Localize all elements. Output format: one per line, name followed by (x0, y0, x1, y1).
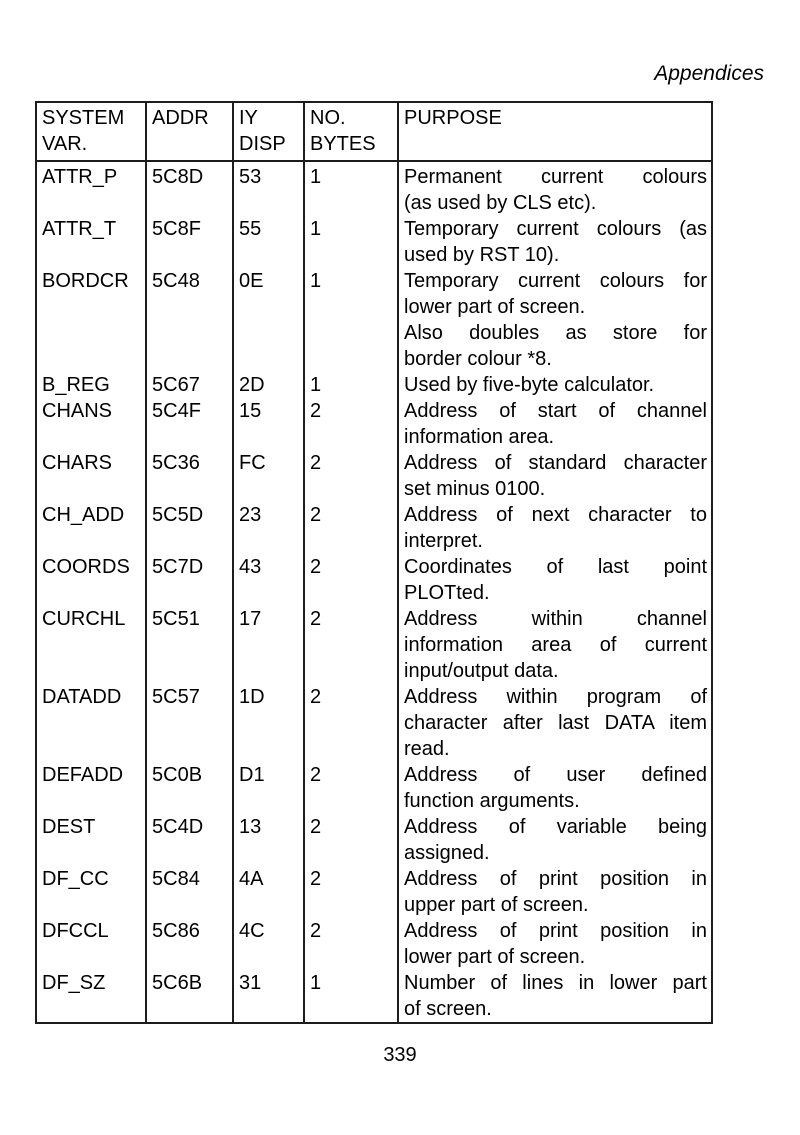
cell-no-bytes: 2 (304, 398, 398, 450)
cell-system-var: BORDCR (36, 268, 146, 372)
cell-purpose (398, 502, 712, 554)
purpose-paragraph (404, 502, 707, 554)
purpose-line: set minus 0100. (404, 478, 546, 500)
cell-iy-disp: 53 (233, 161, 304, 216)
table-row (36, 216, 712, 268)
cell-addr: 5C51 (146, 606, 233, 684)
purpose-line: function arguments. (404, 790, 580, 812)
cell-system-var: DF_CC (36, 866, 146, 918)
table-row (36, 372, 712, 398)
cell-no-bytes: 2 (304, 762, 398, 814)
cell-purpose (398, 398, 712, 450)
purpose-paragraph (404, 450, 707, 502)
cell-iy-disp: 13 (233, 814, 304, 866)
cell-system-var: ATTR_P (36, 161, 146, 216)
cell-no-bytes: 2 (304, 866, 398, 918)
purpose-paragraph (404, 684, 707, 762)
cell-iy-disp: 4A (233, 866, 304, 918)
header-line: BYTES (310, 133, 376, 155)
cell-purpose (398, 814, 712, 866)
cell-no-bytes: 2 (304, 502, 398, 554)
purpose-line: lower part of screen. (404, 946, 586, 968)
cell-iy-disp: 0E (233, 268, 304, 372)
cell-iy-disp: 43 (233, 554, 304, 606)
cell-system-var: COORDS (36, 554, 146, 606)
header-row (36, 102, 712, 161)
cell-addr: 5C48 (146, 268, 233, 372)
purpose-paragraph (404, 918, 707, 970)
purpose-line: border colour *8. (404, 348, 552, 370)
purpose-line: Number of lines in lower part (404, 972, 707, 994)
purpose-paragraph (404, 372, 707, 398)
cell-addr: 5C86 (146, 918, 233, 970)
purpose-line: character after last DATA item (404, 712, 707, 734)
cell-system-var: DEST (36, 814, 146, 866)
purpose-line: upper part of screen. (404, 894, 589, 916)
purpose-line: Coordinates of last point (404, 556, 707, 578)
col-header-purpose (398, 102, 712, 161)
purpose-paragraph (404, 216, 707, 268)
col-header-iy-disp (233, 102, 304, 161)
purpose-line: information area. (404, 426, 555, 448)
purpose-line: Address of start of channel (404, 400, 707, 422)
cell-purpose (398, 866, 712, 918)
header-line: ADDR (152, 107, 209, 129)
cell-purpose (398, 918, 712, 970)
cell-purpose (398, 268, 712, 372)
cell-no-bytes: 2 (304, 814, 398, 866)
purpose-paragraph (404, 398, 707, 450)
purpose-line: Temporary current colours (as (404, 218, 707, 240)
cell-addr: 5C57 (146, 684, 233, 762)
table-row (36, 684, 712, 762)
cell-iy-disp: 15 (233, 398, 304, 450)
purpose-line: used by RST 10). (404, 244, 560, 266)
cell-system-var: ATTR_T (36, 216, 146, 268)
cell-iy-disp: 1D (233, 684, 304, 762)
purpose-line: assigned. (404, 842, 490, 864)
cell-iy-disp: D1 (233, 762, 304, 814)
table-row (36, 918, 712, 970)
cell-purpose (398, 216, 712, 268)
cell-addr: 5C4D (146, 814, 233, 866)
purpose-line: Address within program of (404, 686, 707, 708)
cell-system-var: DATADD (36, 684, 146, 762)
purpose-paragraph (404, 814, 707, 866)
purpose-paragraph (404, 762, 707, 814)
page-number: 339 (383, 1044, 417, 1066)
cell-no-bytes: 2 (304, 606, 398, 684)
purpose-paragraph (404, 606, 707, 684)
purpose-line: of screen. (404, 998, 492, 1020)
table-row (36, 866, 712, 918)
purpose-line: Temporary current colours for (404, 270, 707, 292)
col-header-no-bytes (304, 102, 398, 161)
purpose-line: Address within channel (404, 608, 707, 630)
purpose-line: information area of current (404, 634, 707, 656)
purpose-line: interpret. (404, 530, 483, 552)
purpose-line: PLOTted. (404, 582, 490, 604)
cell-purpose (398, 606, 712, 684)
table-row (36, 161, 712, 216)
purpose-line: Address of variable being (404, 816, 707, 838)
cell-purpose (398, 970, 712, 1023)
cell-addr: 5C67 (146, 372, 233, 398)
cell-system-var: DFCCL (36, 918, 146, 970)
cell-purpose (398, 161, 712, 216)
cell-purpose (398, 762, 712, 814)
cell-system-var: CURCHL (36, 606, 146, 684)
cell-system-var: DF_SZ (36, 970, 146, 1023)
purpose-line: read. (404, 738, 450, 760)
cell-no-bytes: 2 (304, 918, 398, 970)
cell-addr: 5C8F (146, 216, 233, 268)
purpose-line: Permanent current colours (404, 166, 707, 188)
cell-iy-disp: 55 (233, 216, 304, 268)
purpose-paragraph (404, 970, 707, 1022)
col-header-addr (146, 102, 233, 161)
cell-addr: 5C0B (146, 762, 233, 814)
cell-no-bytes: 2 (304, 554, 398, 606)
system-variables-table (35, 101, 713, 1024)
purpose-paragraph (404, 554, 707, 606)
purpose-paragraph (404, 164, 707, 216)
cell-iy-disp: 4C (233, 918, 304, 970)
cell-no-bytes: 1 (304, 970, 398, 1023)
header-line: IY (239, 107, 258, 129)
header-line: DISP (239, 133, 286, 155)
purpose-line: Used by five-byte calculator. (404, 374, 655, 396)
cell-system-var: B_REG (36, 372, 146, 398)
table-row (36, 814, 712, 866)
header-line: VAR. (42, 133, 88, 155)
table-row (36, 762, 712, 814)
table-row (36, 554, 712, 606)
cell-addr: 5C7D (146, 554, 233, 606)
cell-addr: 5C5D (146, 502, 233, 554)
table-row (36, 606, 712, 684)
table-row (36, 398, 712, 450)
purpose-line: lower part of screen. (404, 296, 586, 318)
header-line: NO. (310, 107, 346, 129)
cell-iy-disp: 17 (233, 606, 304, 684)
table-row (36, 970, 712, 1023)
cell-iy-disp: 2D (233, 372, 304, 398)
cell-system-var: DEFADD (36, 762, 146, 814)
cell-purpose (398, 684, 712, 762)
cell-no-bytes: 1 (304, 161, 398, 216)
cell-iy-disp: FC (233, 450, 304, 502)
cell-purpose (398, 554, 712, 606)
purpose-line: Address of next character to (404, 504, 707, 526)
table-row (36, 450, 712, 502)
cell-system-var: CH_ADD (36, 502, 146, 554)
purpose-line: Address of standard character (404, 452, 707, 474)
purpose-paragraph (404, 866, 707, 918)
col-header-system-var (36, 102, 146, 161)
header-line: SYSTEM (42, 107, 125, 129)
cell-iy-disp: 31 (233, 970, 304, 1023)
cell-addr: 5C36 (146, 450, 233, 502)
cell-no-bytes: 1 (304, 216, 398, 268)
purpose-line: Address of print position in (404, 868, 707, 890)
cell-iy-disp: 23 (233, 502, 304, 554)
purpose-line: input/output data. (404, 660, 559, 682)
cell-system-var: CHARS (36, 450, 146, 502)
cell-purpose (398, 450, 712, 502)
cell-no-bytes: 2 (304, 450, 398, 502)
cell-addr: 5C4F (146, 398, 233, 450)
table-row (36, 502, 712, 554)
purpose-line: Address of user defined (404, 764, 707, 786)
purpose-line: (as used by CLS etc). (404, 192, 597, 214)
cell-system-var: CHANS (36, 398, 146, 450)
cell-addr: 5C84 (146, 866, 233, 918)
cell-no-bytes: 2 (304, 684, 398, 762)
table-row (36, 268, 712, 372)
cell-addr: 5C6B (146, 970, 233, 1023)
running-head: Appendices (654, 62, 764, 85)
purpose-line: Address of print position in (404, 920, 707, 942)
cell-no-bytes: 1 (304, 268, 398, 372)
purpose-line: Also doubles as store for (404, 322, 707, 344)
cell-addr: 5C8D (146, 161, 233, 216)
header-line: PURPOSE (404, 107, 502, 129)
purpose-paragraph (404, 320, 707, 372)
cell-purpose (398, 372, 712, 398)
cell-no-bytes: 1 (304, 372, 398, 398)
purpose-paragraph (404, 268, 707, 320)
